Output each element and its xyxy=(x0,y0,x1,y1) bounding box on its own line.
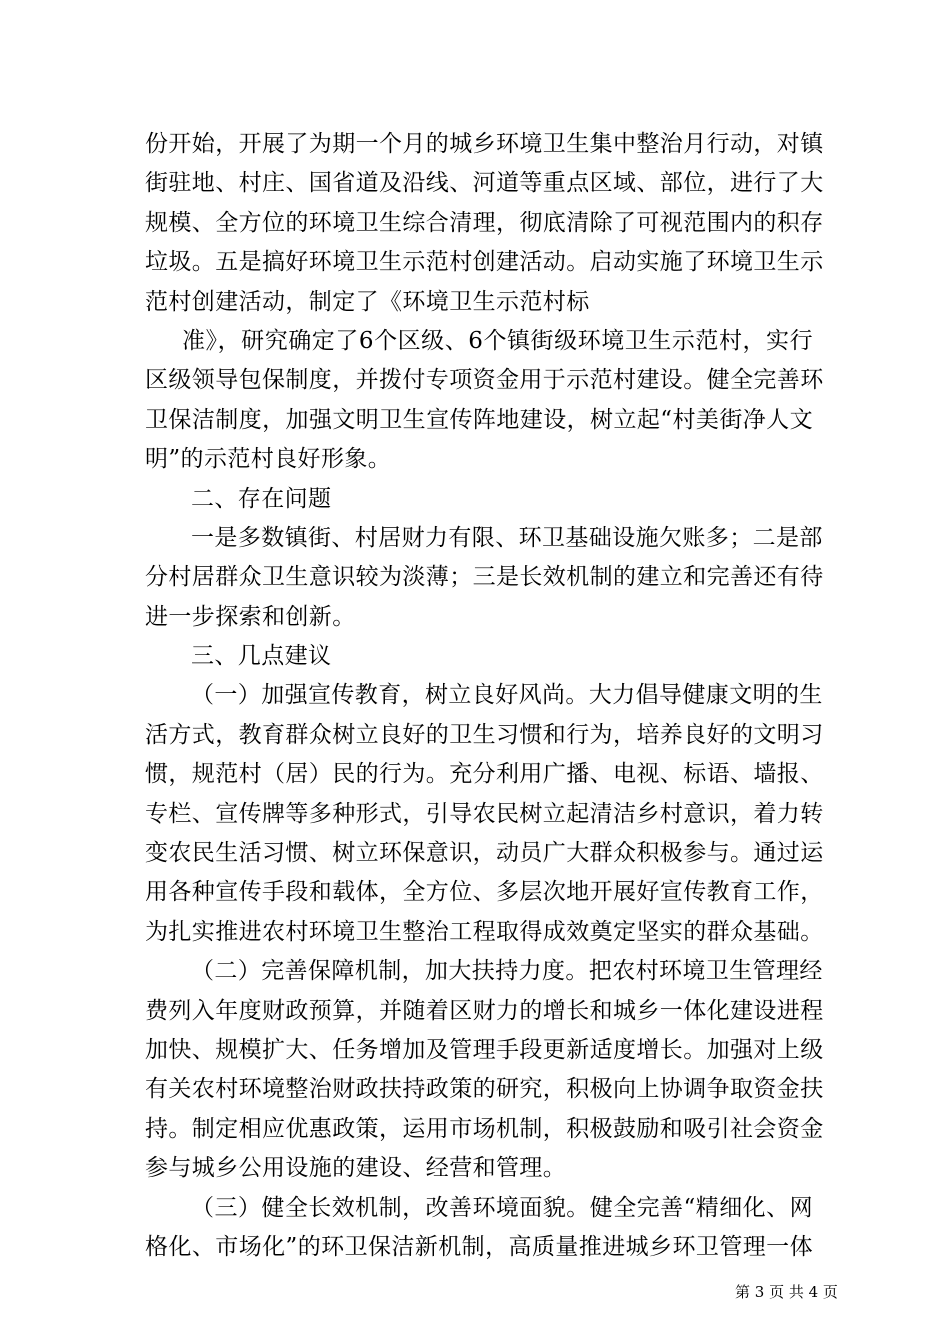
text-line: 垃圾。五是搞好环境卫生示范村创建活动。启动实施了环境卫生示 xyxy=(145,249,824,276)
text-line: 格化、市场化”的环卫保洁新机制，高质量推进城乡环卫管理一体 xyxy=(145,1233,813,1260)
text-line: 准》，研究确定了6个区级、6个镇街级环境卫生示范村，实行 xyxy=(182,327,813,354)
text-line: 分村居群众卫生意识较为淡薄；三是长效机制的建立和完善还有待 xyxy=(145,564,824,591)
text-line: 参与城乡公用设施的建设、经营和管理。 xyxy=(145,1155,567,1182)
text-line: 费列入年度财政预算，并随着区财力的增长和城乡一体化建设进程 xyxy=(145,997,824,1024)
text-line: 一是多数镇街、村居财力有限、环卫基础设施欠账多；二是部 xyxy=(191,524,823,551)
text-line: 范村创建活动，制定了《环境卫生示范村标 xyxy=(145,288,590,315)
page-number: 第 3 页 共 4 页 xyxy=(735,1283,838,1301)
document-body xyxy=(145,125,824,1267)
text-line: 二、存在问题 xyxy=(191,485,332,512)
text-line: 为扎实推进农村环境卫生整治工程取得成效奠定坚实的群众基础。 xyxy=(145,918,824,945)
text-line: 有关农村环境整治财政扶持政策的研究，积极向上协调争取资金扶 xyxy=(145,1076,824,1103)
text-line: 持。制定相应优惠政策，运用市场机制，积极鼓励和吸引社会资金 xyxy=(145,1115,824,1142)
text-line: 变农民生活习惯、树立环保意识，动员广大群众积极参与。通过运 xyxy=(145,840,824,867)
text-line: 三、几点建议 xyxy=(191,643,332,670)
text-line: 用各种宣传手段和载体，全方位、多层次地开展好宣传教育工作， xyxy=(145,879,824,906)
text-line: 专栏、宣传牌等多种形式，引导农民树立起清洁乡村意识，着力转 xyxy=(145,800,824,827)
text-line: （二）完善保障机制，加大扶持力度。把农村环境卫生管理经 xyxy=(191,958,823,985)
text-line: 惯，规范村（居）民的行为。充分利用广播、电视、标语、墙报、 xyxy=(145,761,824,788)
text-line: 卫保洁制度，加强文明卫生宣传阵地建设，树立起“村美街净人文 xyxy=(145,406,813,433)
text-line: 加快、规模扩大、任务增加及管理手段更新适度增长。加强对上级 xyxy=(145,1036,824,1063)
text-line: 街驻地、村庄、国省道及沿线、河道等重点区域、部位，进行了大 xyxy=(145,170,824,197)
text-line: 份开始，开展了为期一个月的城乡环境卫生集中整治月行动，对镇 xyxy=(145,131,824,157)
text-line: （三）健全长效机制，改善环境面貌。健全完善“精细化、网 xyxy=(191,1194,813,1221)
text-line: 规模、全方位的环境卫生综合清理，彻底清除了可视范围内的积存 xyxy=(145,209,824,236)
text-line: 活方式，教育群众树立良好的卫生习惯和行为，培养良好的文明习 xyxy=(145,721,824,748)
text-line: （一）加强宣传教育，树立良好风尚。大力倡导健康文明的生 xyxy=(191,682,823,709)
text-line: 区级领导包保制度，并拨付专项资金用于示范村建设。健全完善环 xyxy=(145,367,824,394)
text-line: 进一步探索和创新。 xyxy=(145,603,356,630)
text-line: 明”的示范村良好形象。 xyxy=(145,446,392,473)
